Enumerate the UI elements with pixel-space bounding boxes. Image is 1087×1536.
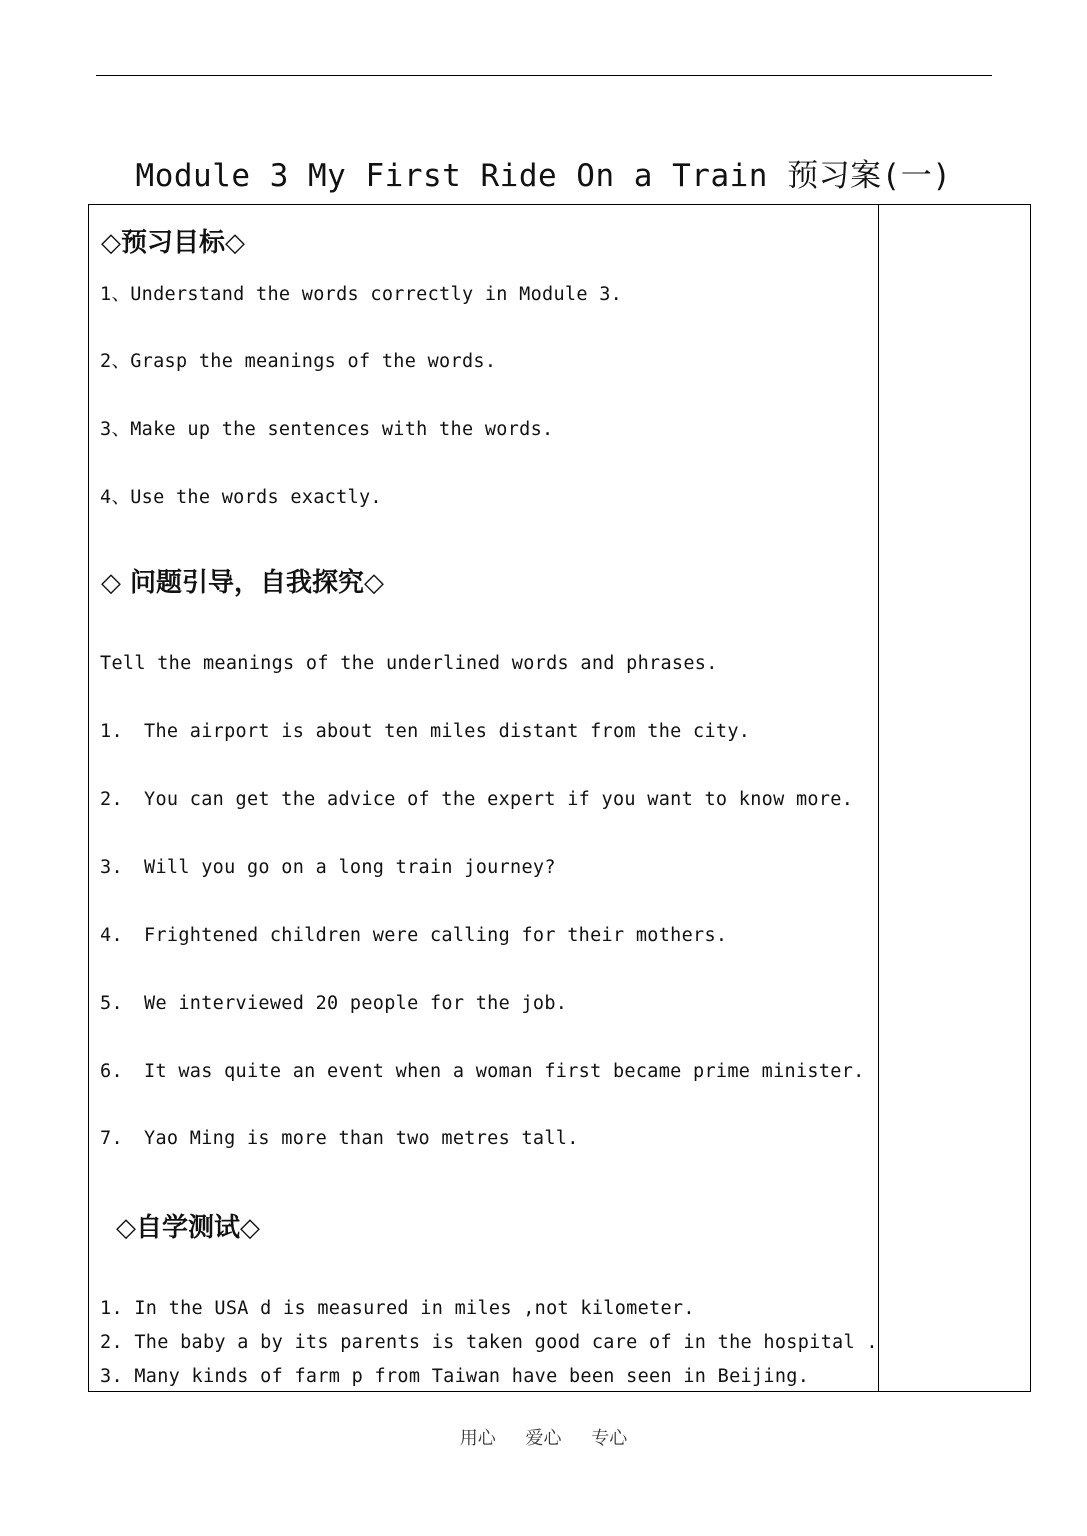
inquiry-item bbox=[100, 1061, 865, 1082]
inquiry-item bbox=[100, 993, 567, 1014]
inquiry-item bbox=[100, 857, 556, 878]
item-number: 2. bbox=[100, 789, 123, 810]
inquiry-item bbox=[100, 1128, 579, 1149]
item-number: 6. bbox=[100, 1061, 123, 1082]
notes-column bbox=[880, 206, 1030, 1390]
item-number: 5. bbox=[100, 993, 123, 1014]
header-rule bbox=[96, 75, 992, 76]
page-title: Module 3 My First Ride On a Train 预习案(一) bbox=[135, 158, 952, 194]
item-text: The airport is about ten miles distant from the city. bbox=[144, 721, 751, 742]
item-text: We interviewed 20 people for the job. bbox=[144, 993, 568, 1014]
goals-heading: ◇预习目标◇ bbox=[101, 228, 245, 258]
test-item: 1. In the USA d is measured in miles ,not kilometer. bbox=[100, 1298, 695, 1319]
inquiry-item bbox=[100, 721, 750, 742]
column-divider bbox=[878, 204, 879, 1392]
test-item: 3. Many kinds of farm p from Taiwan have been seen in Beijing. bbox=[100, 1366, 810, 1387]
footer-word: 用心 bbox=[459, 1428, 496, 1449]
item-text: It was quite an event when a woman first became prime minister. bbox=[144, 1061, 865, 1082]
inquiry-heading: ◇ 问题引导，自我探究◇ bbox=[101, 568, 385, 598]
item-text: Frightened children were calling for their mothers. bbox=[144, 925, 728, 946]
selftest-heading: ◇自学测试◇ bbox=[116, 1213, 260, 1243]
test-item: 2. The baby a by its parents is taken good care of in the hospital . bbox=[100, 1332, 878, 1353]
footer-word: 爱心 bbox=[525, 1428, 562, 1449]
footer-word: 专心 bbox=[591, 1428, 628, 1449]
item-number: 4. bbox=[100, 925, 123, 946]
inquiry-item bbox=[100, 789, 853, 810]
item-text: Yao Ming is more than two metres tall. bbox=[144, 1128, 579, 1149]
inquiry-item bbox=[100, 925, 727, 946]
goal-item: 4、Use the words exactly. bbox=[100, 487, 382, 508]
item-number: 7. bbox=[100, 1128, 123, 1149]
item-text: Will you go on a long train journey? bbox=[144, 857, 556, 878]
goal-item: 3、Make up the sentences with the words. bbox=[100, 419, 554, 440]
item-text: You can get the advice of the expert if you want to know more. bbox=[144, 789, 854, 810]
goal-item: 1、Understand the words correctly in Module 3. bbox=[100, 284, 623, 305]
item-number: 3. bbox=[100, 857, 123, 878]
inquiry-instruction: Tell the meanings of the underlined words and phrases. bbox=[100, 653, 718, 674]
goal-item: 2、Grasp the meanings of the words. bbox=[100, 351, 497, 372]
page-footer bbox=[0, 1424, 1087, 1450]
item-number: 1. bbox=[100, 721, 123, 742]
